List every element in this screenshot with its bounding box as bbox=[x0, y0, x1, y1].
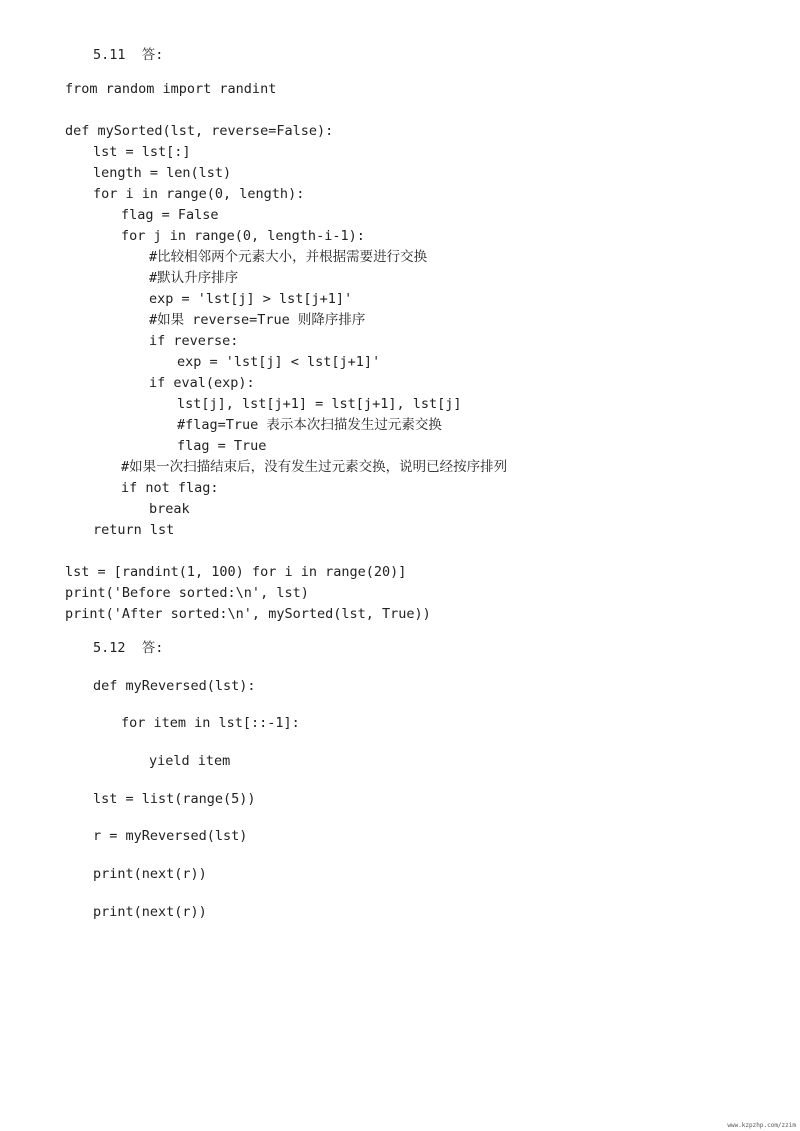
code-comment: #如果一次扫描结束后，没有发生过元素交换，说明已经按序排列 bbox=[121, 459, 508, 475]
code-line: for i in range(0, length): bbox=[93, 186, 305, 202]
code-line: from random import randint bbox=[65, 81, 277, 97]
code-line: if reverse: bbox=[149, 333, 239, 349]
code-line: def mySorted(lst, reverse=False): bbox=[65, 123, 334, 139]
code-line: r = myReversed(lst) bbox=[93, 828, 248, 844]
code-line: print('Before sorted:\n', lst) bbox=[65, 585, 309, 601]
code-line: exp = 'lst[j] < lst[j+1]' bbox=[177, 354, 381, 370]
section-5-12-heading: 5.12 答: bbox=[93, 640, 164, 656]
code-line: for j in range(0, length-i-1): bbox=[121, 228, 365, 244]
code-line: lst = [randint(1, 100) for i in range(20)] bbox=[65, 564, 407, 580]
code-line: lst[j], lst[j+1] = lst[j+1], lst[j] bbox=[177, 396, 462, 412]
code-comment: #比较相邻两个元素大小，并根据需要进行交换 bbox=[149, 249, 428, 265]
code-line: flag = False bbox=[121, 207, 219, 223]
code-line: if eval(exp): bbox=[149, 375, 255, 391]
code-line: lst = lst[:] bbox=[93, 144, 191, 160]
code-line: flag = True bbox=[177, 438, 267, 454]
code-line: exp = 'lst[j] > lst[j+1]' bbox=[149, 291, 353, 307]
code-line: print('After sorted:\n', mySorted(lst, True)) bbox=[65, 606, 431, 622]
code-line: yield item bbox=[149, 753, 231, 769]
code-line: def myReversed(lst): bbox=[93, 678, 256, 694]
code-line: if not flag: bbox=[121, 480, 219, 496]
watermark: www.kzpzhp.com/zzim bbox=[727, 1122, 796, 1129]
code-line: print(next(r)) bbox=[93, 866, 207, 882]
code-comment: #默认升序排序 bbox=[149, 270, 239, 286]
section-5-11-heading: 5.11 答: bbox=[93, 47, 164, 63]
code-line: print(next(r)) bbox=[93, 904, 207, 920]
code-line: length = len(lst) bbox=[93, 165, 232, 181]
code-comment: #flag=True 表示本次扫描发生过元素交换 bbox=[177, 417, 442, 433]
code-comment: #如果 reverse=True 则降序排序 bbox=[149, 312, 366, 328]
code-line: break bbox=[149, 501, 190, 517]
code-line: lst = list(range(5)) bbox=[93, 791, 256, 807]
code-line: return lst bbox=[93, 522, 175, 538]
code-line: for item in lst[::-1]: bbox=[121, 715, 300, 731]
